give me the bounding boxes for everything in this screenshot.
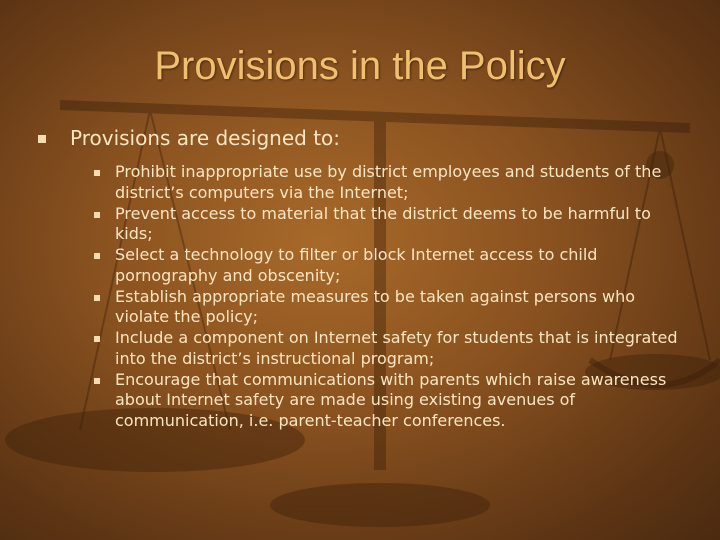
sub-bullet-text: Include a component on Internet safety for students that is integrated into the district’s instructional program; — [115, 328, 678, 368]
sub-bullet — [94, 287, 688, 328]
bullet-list — [38, 126, 688, 432]
sub-bullet-text: Prohibit inappropriate use by district employees and students of the district’s computers via the Internet; — [115, 162, 662, 202]
square-bullet-icon — [94, 212, 100, 218]
square-bullet-icon — [38, 135, 46, 143]
square-bullet-icon — [94, 295, 100, 301]
sub-bullet — [94, 162, 688, 203]
main-bullet — [38, 126, 688, 150]
square-bullet-icon — [94, 378, 100, 384]
square-bullet-icon — [94, 170, 100, 176]
sub-bullet-text: Establish appropriate measures to be taken against persons who violate the policy; — [115, 286, 636, 326]
sub-bullet — [94, 328, 688, 369]
sub-bullet — [94, 370, 688, 432]
sub-bullet-text: Select a technology to filter or block Internet access to child pornography and obscenity; — [115, 245, 598, 285]
sub-bullet-text: Prevent access to material that the district deems to be harmful to kids; — [115, 203, 651, 243]
square-bullet-icon — [94, 336, 100, 342]
main-bullet-text: Provisions are designed to: — [70, 126, 341, 150]
slide-title: Provisions in the Policy — [154, 44, 566, 88]
sub-bullet — [94, 245, 688, 286]
sub-bullet — [94, 204, 688, 245]
sub-bullet-list — [38, 162, 688, 431]
sub-bullet-text: Encourage that communications with parents which raise awareness about Internet safety are made using existing avenues of communication, i.e. parent-teacher conferences. — [115, 369, 667, 430]
square-bullet-icon — [94, 253, 100, 259]
